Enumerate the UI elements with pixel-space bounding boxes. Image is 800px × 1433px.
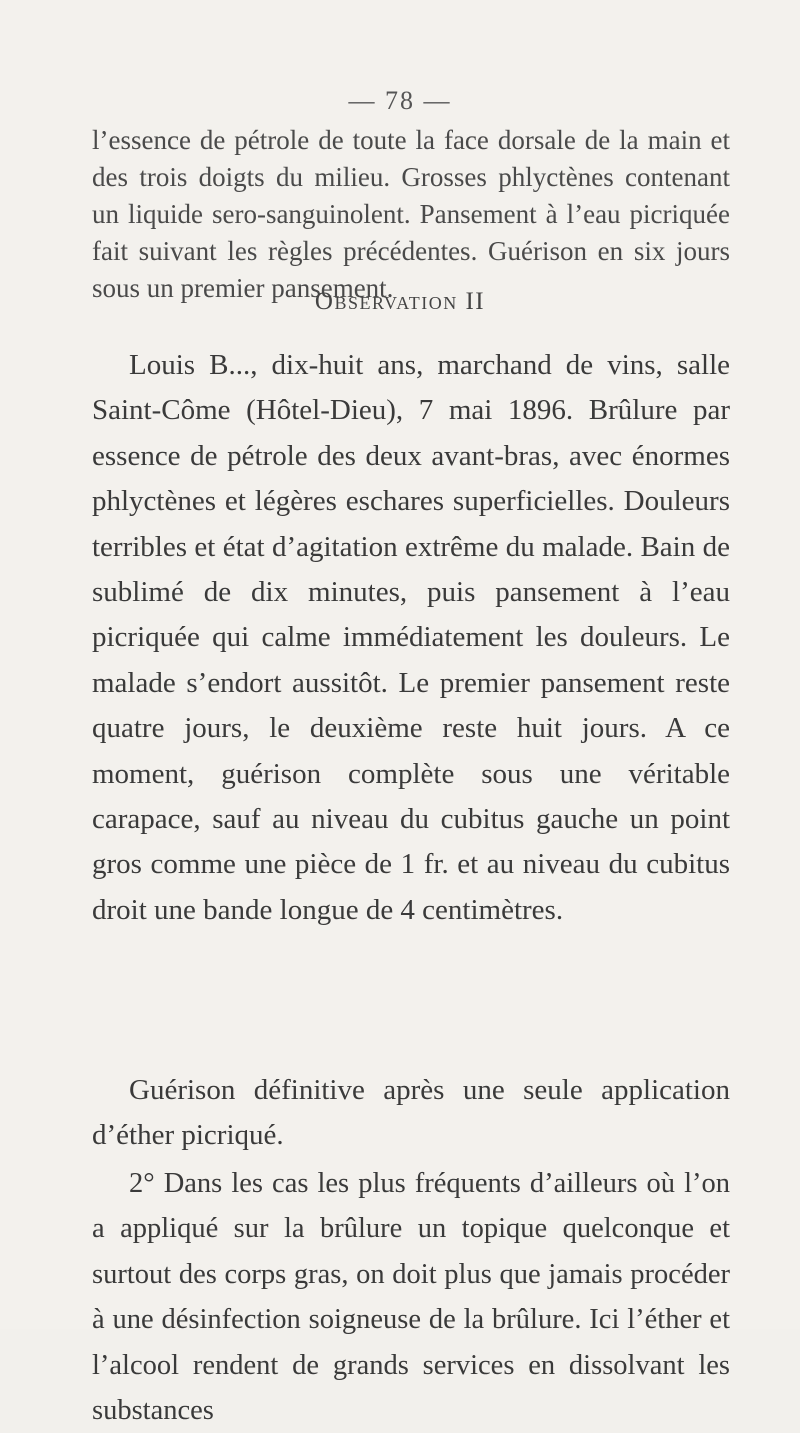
section-2-paragraph: 2° Dans les cas les plus fréquents d’ailleurs où l’on a appliqué sur la brûlure un topique quelconque et surtout des corps gras, on doit plus que jamais procéder à une désinfection soigneuse de la brûlure. Ici l’éther et l’alcool rendent de grands services en dissolvant les substances <box>92 1168 730 1427</box>
observation-conclusion: Guérison définitive après une seule application d’éther picriqué. <box>92 1074 730 1152</box>
page-number: — 78 — <box>348 86 452 115</box>
observation-heading: Observation II <box>314 288 486 315</box>
observation-body: Louis B..., dix-huit ans, marchand de vins, salle Saint-Côme (Hôtel-Dieu), 7 mai 1896. Brûlure par essence de pétrole des deux avant-bras, avec énormes phlyctènes et légères eschares superficielles. Douleurs terribles et état d’agitation extrême du malade. Bain de sublimé de dix minutes, puis pansement à l’eau picriquée qui calme immédiatement les douleurs. Le malade s’endort aussitôt. Le premier pansement reste quatre jours, le deuxième reste huit jours. A ce moment, guérison complète sous une véritable carapace, sauf au niveau du cubitus gauche un point gros comme une pièce de 1 fr. et au niveau du cubitus droit une bande longue de 4 centimètres. <box>92 349 730 926</box>
intro-paragraph: l’essence de pétrole de toute la face dorsale de la main et des trois doigts du milieu. Grosses phlyctènes contenant un liquide sero-sanguinolent. Pansement à l’eau picriquée fait suivant les règles précédentes. Guérison en six jours sous un premier pansement. <box>92 125 730 303</box>
